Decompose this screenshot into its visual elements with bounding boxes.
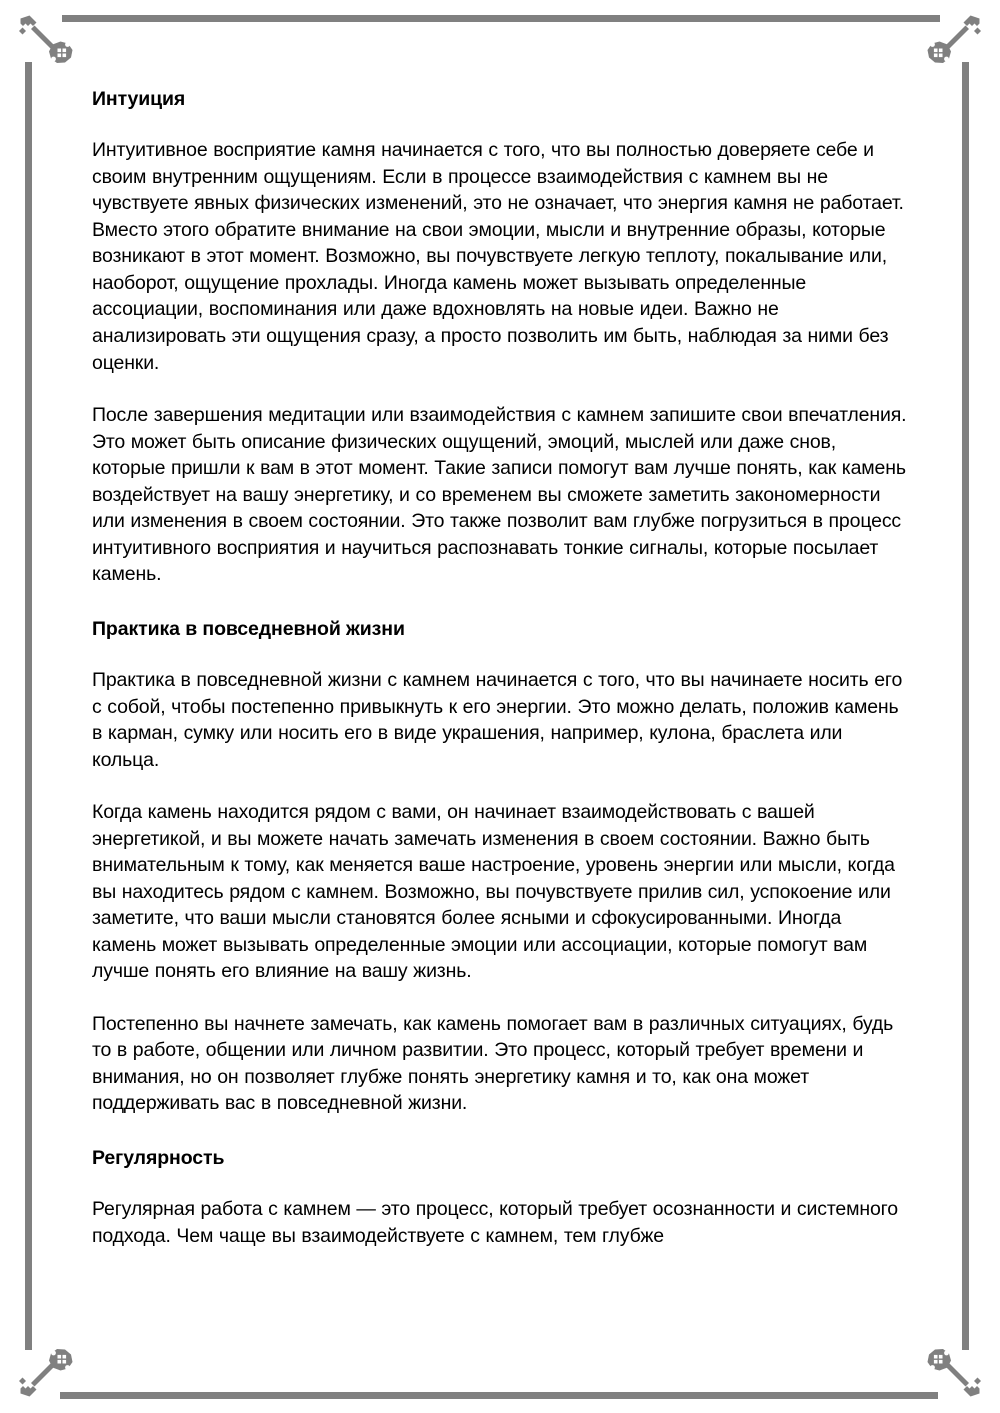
section-heading-regularity: Регулярность (92, 1146, 225, 1169)
document-body (92, 88, 910, 1275)
key-icon-top-left (16, 10, 80, 74)
paragraph-daily-practice-1: Практика в повседневной жизни с камнем начинается с того, что вы начинаете носить его с собой, чтобы постепенно привыкнуть к его энергии. Это можно делать, положив камень в карман, сумку или носить его в виде украшения, например, кулона, браслета или кольца. (92, 669, 903, 771)
frame-rule-left (25, 62, 32, 1350)
section-heading-intuition: Интуиция (92, 88, 186, 110)
frame-rule-top (62, 15, 940, 22)
paragraph-intuition-2: После завершения медитации или взаимодействия с камнем запишите свои впечатления. Это может быть описание физических ощущений, эмоций, мыслей или даже снов, которые пришли к вам в этот момент. Такие записи помогут вам лучше понять, как камень воздействует на вашу энергетику, и со временем вы сможете заметить закономерности или изменения в своем состоянии. Это также позволит вам глубже погрузиться в процесс интуитивного восприятия и научиться распознавать тонкие сигналы, которые посылает камень. (92, 404, 907, 586)
paragraph-daily-practice-3: Постепенно вы начнете замечать, как камень помогает вам в различных ситуациях, будь то в работе, общении или личном развитии. Это процесс, который требует времени и внимания, но он позволяет глубже понять энергетику камня и то, как она может поддерживать вас в повседневной жизни. (92, 1012, 894, 1115)
frame-rule-bottom (60, 1392, 938, 1399)
section-heading-daily-practice: Практика в повседневной жизни (92, 617, 405, 640)
frame-rule-right (962, 62, 969, 1350)
key-icon-bottom-right (920, 1338, 984, 1402)
key-icon-bottom-left (16, 1338, 80, 1402)
paragraph-daily-practice-2: Когда камень находится рядом с вами, он начинает взаимодействовать с вашей энергетикой, и вы можете начать замечать изменения в своем состоянии. Важно быть внимательным к тому, как меняется ваше настроение, уровень энергии или мысли, когда вы находитесь рядом с камнем. Возможно, вы почувствуете прилив сил, успокоение или заметите, что ваши мысли становятся более ясными и сфокусированными. Иногда камень может вызывать определенные эмоции или ассоциации, которые помогут вам лучше понять его влияние на вашу жизнь. (92, 801, 895, 983)
key-icon-top-right (920, 10, 984, 74)
paragraph-regularity-1: Регулярная работа с камнем — это процесс, который требует осознанности и системного подхода. Чем чаще вы взаимодействуете с камнем, тем глубже (92, 1198, 898, 1247)
paragraph-intuition-1: Интуитивное восприятие камня начинается с того, что вы полностью доверяете себе и своим внутренним ощущениям. Если в процессе взаимодействия с камнем вы не чувствуете явных физических изменений, это не означает, что энергия камня не работает. Вместо этого обратите внимание на свои эмоции, мысли и внутренние образы, которые возникают в этот момент. Возможно, вы почувствуете легкую теплоту, покалывание или, наоборот, ощущение прохлады. Иногда камень может вызывать определенные ассоциации, воспоминания или даже вдохновлять на новые идеи. Важно не анализировать эти ощущения сразу, а просто позволить им быть, наблюдая за ними без оценки. (92, 139, 904, 374)
